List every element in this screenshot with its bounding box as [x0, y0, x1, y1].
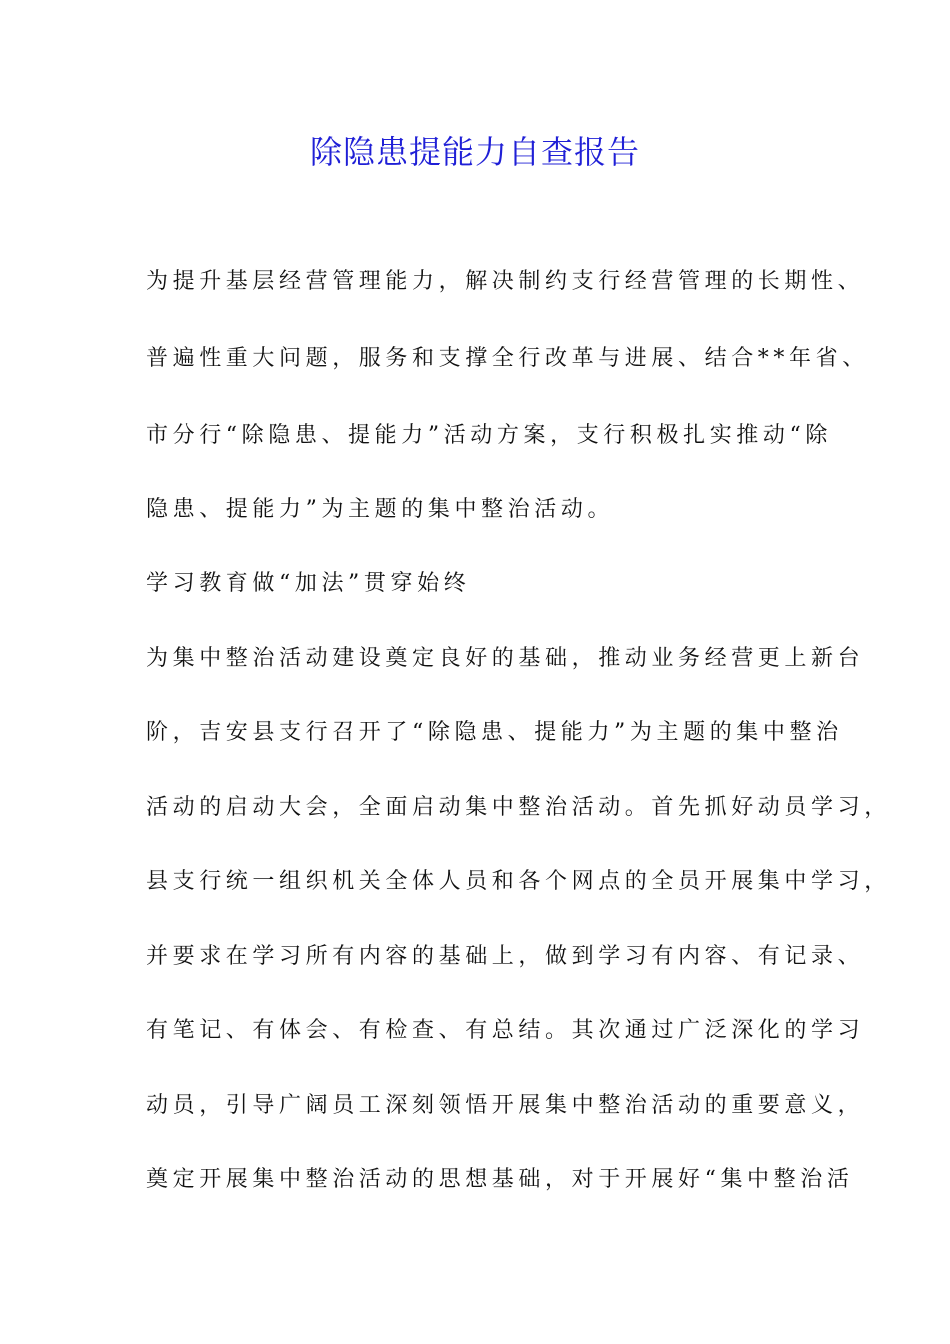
section-heading: 学习教育做“加法”贯穿始终: [146, 571, 471, 596]
paragraph-line: 隐患、提能力”为主题的集中整治活动。: [146, 497, 615, 522]
paragraph-line: 阶，吉安县支行召开了“除隐患、提能力”为主题的集中整治: [146, 720, 843, 745]
paragraph-line: 并要求在学习所有内容的基础上，做到学习有内容、有记录、: [146, 944, 865, 969]
paragraph-line: 动员，引导广阔员工深刻领悟开展集中整治活动的重要意义，: [146, 1093, 865, 1118]
paragraph-line: 奠定开展集中整治活动的思想基础，对于开展好“集中整治活: [146, 1167, 854, 1192]
paragraph-line: 普遍性重大问题，服务和支撑全行改革与进展、结合**年省、: [146, 346, 869, 371]
document-title: 除隐患提能力自查报告: [309, 133, 640, 171]
paragraph-line: 为集中整治活动建设奠定良好的基础，推动业务经营更上新台: [146, 646, 865, 671]
paragraph-line: 活动的启动大会，全面启动集中整治活动。首先抓好动员学习，: [146, 795, 891, 820]
paragraph-line: 有笔记、有体会、有检查、有总结。其次通过广泛深化的学习: [146, 1018, 865, 1043]
paragraph-line: 市分行“除隐患、提能力”活动方案，支行积极扎实推动“除: [146, 423, 832, 448]
paragraph-line: 为提升基层经营管理能力，解决制约支行经营管理的长期性、: [146, 269, 865, 294]
paragraph-line: 县支行统一组织机关全体人员和各个网点的全员开展集中学习，: [146, 869, 891, 894]
